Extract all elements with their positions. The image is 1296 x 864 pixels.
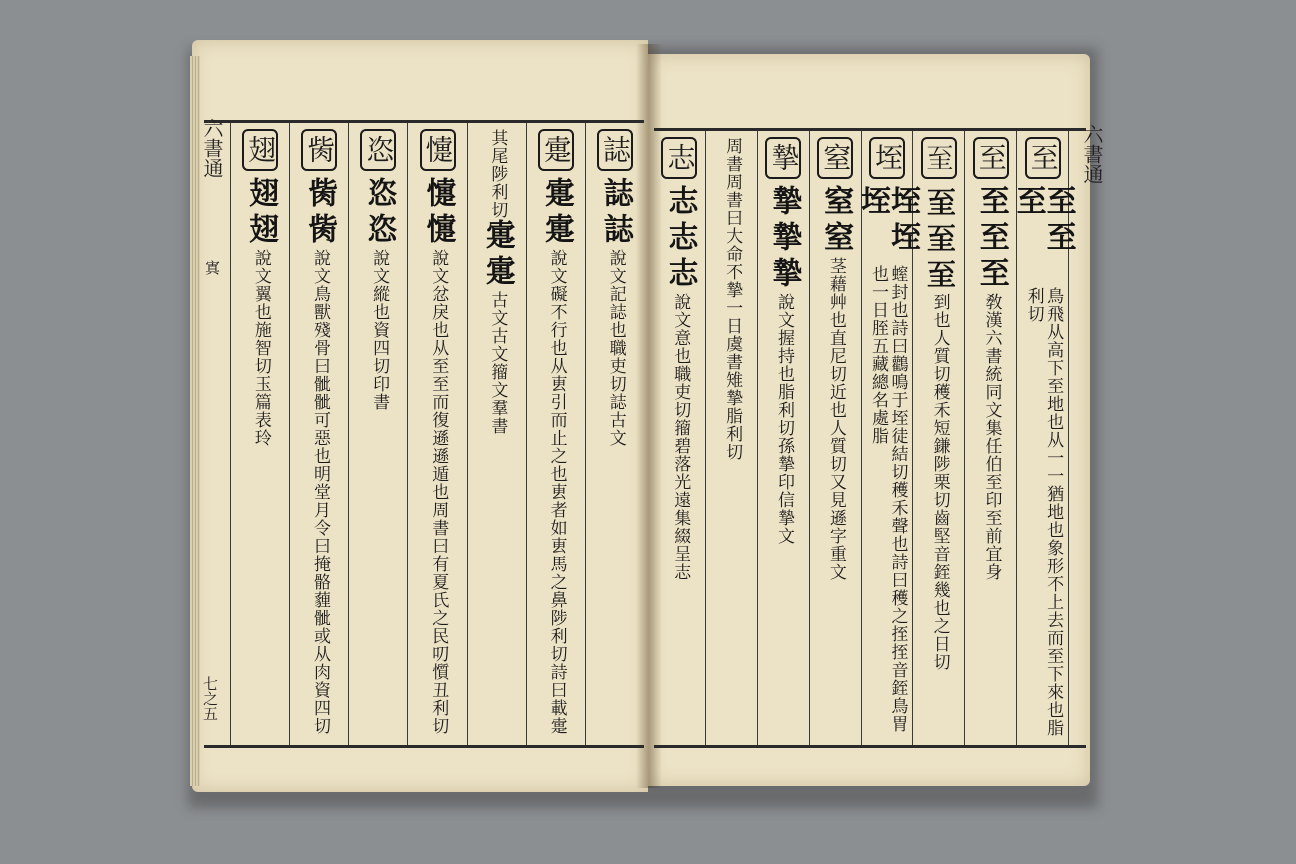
right-page-frame xyxy=(654,128,1086,748)
left-column-5 xyxy=(348,123,407,745)
right-column-4 xyxy=(854,131,920,745)
page-number: 七之五 xyxy=(201,676,219,721)
entry-head: 恣 xyxy=(360,129,396,171)
entry-head: 志 xyxy=(661,137,697,179)
seal-forms: 至至至 xyxy=(973,185,1009,293)
entry-text: 鳥飛从高下至地也从一一猶地也象形不上去而至下來也脂利切 xyxy=(1023,286,1064,737)
entry-text: 說文握持也脂利切孫摯印信摯文 xyxy=(773,293,794,545)
entry-head: 胔 xyxy=(301,129,337,171)
entry-text: 茎藉艸也直尼切近也人質切又見遜字重文 xyxy=(825,257,846,581)
entry-head: 翅 xyxy=(242,129,278,171)
seal-forms: 𦤳𦤳𦤳 xyxy=(921,185,957,293)
left-column-7 xyxy=(230,123,289,745)
right-column-5 xyxy=(809,131,861,745)
entry-head-text: 其尾陟利切 xyxy=(487,129,508,219)
entry-text: 古文古文籀文羣書 xyxy=(487,291,508,435)
entry-text: 說文翼也施智切玉篇表玲 xyxy=(250,249,271,447)
left-column-3 xyxy=(467,123,526,745)
left-fold-column xyxy=(204,123,230,745)
right-column-2 xyxy=(964,131,1016,745)
entry-head: 垤 xyxy=(869,137,905,179)
entry-text: 說文記誌也職吏切誌古文 xyxy=(605,249,626,447)
right-column-7 xyxy=(705,131,757,745)
entry-text: 螲封也詩曰鸛鳴于垤徒結切穫禾聲也詩曰穫之挃挃音銍鳥胃也一日胵五藏總名處脂 xyxy=(867,265,908,733)
entry-head: 疐 xyxy=(538,129,574,171)
seal-forms: 誌誌 xyxy=(597,177,633,249)
seal-forms: 恣恣 xyxy=(361,177,397,249)
seal-forms: 翅翅 xyxy=(243,177,279,249)
right-column-1 xyxy=(1010,131,1076,745)
entry-text: 到也人質切穫禾短鎌陟栗切齒堅音銍幾也之日切 xyxy=(929,293,950,671)
entry-text: 周書曰大命不摯一日虞書雉摯脂利切 xyxy=(722,173,743,461)
left-column-1 xyxy=(585,123,644,745)
left-column-2 xyxy=(526,123,585,745)
entry-head: 摯 xyxy=(765,137,801,179)
entry-head: 至 xyxy=(1025,137,1061,179)
right-columns xyxy=(654,131,1086,745)
right-column-6 xyxy=(757,131,809,745)
seal-forms: 窒窒 xyxy=(818,185,854,257)
entry-text: 說文忿戾也从至至而復遜遜遁也周書曰有夏氏之民叨懫丑利切 xyxy=(428,249,449,735)
entry-head-text: 周書 xyxy=(722,137,743,173)
left-column-4 xyxy=(407,123,466,745)
entry-head: 懥 xyxy=(420,129,456,171)
entry-text: 說文鳥獸殘骨曰骴骴可惡也明堂月令曰掩骼薶骴或从肉資四切 xyxy=(310,249,330,735)
entry-text: 說文縱也資四切印書 xyxy=(369,249,390,411)
seal-forms: 疐疐 xyxy=(479,219,515,291)
seal-forms: 至至至 xyxy=(1010,185,1076,257)
entry-head: 至 xyxy=(973,137,1009,179)
seal-forms: 垤垤垤 xyxy=(854,185,920,257)
seal-forms: 胔胔 xyxy=(302,177,338,249)
entry-text: 說文意也職吏切籀碧落光遠集綴呈志 xyxy=(670,293,691,581)
entry-head: 𦤳 xyxy=(921,137,957,179)
seal-forms: 懥懥 xyxy=(420,177,456,249)
right-column-8 xyxy=(654,131,705,745)
left-page-frame xyxy=(204,120,644,748)
right-column-3 xyxy=(912,131,964,745)
book-title-margin: 六書通 xyxy=(200,118,224,178)
entry-head: 窒 xyxy=(817,137,853,179)
left-columns xyxy=(204,123,644,745)
entry-head: 誌 xyxy=(597,129,633,171)
entry-text: 敎漢六書統同文集任伯至印至前宜身 xyxy=(981,293,1002,581)
seal-forms: 摯摯摯 xyxy=(766,185,802,293)
book-title-margin-right: 六書通 xyxy=(1080,124,1104,184)
seal-forms: 志志志 xyxy=(662,185,698,293)
seal-forms: 疐疐 xyxy=(538,177,574,249)
left-column-6 xyxy=(289,123,348,745)
section-label: 寘 xyxy=(203,260,221,275)
entry-text: 說文礙不行也从叀引而止之也叀者如叀馬之鼻陟利切詩曰載疐 xyxy=(546,249,567,735)
